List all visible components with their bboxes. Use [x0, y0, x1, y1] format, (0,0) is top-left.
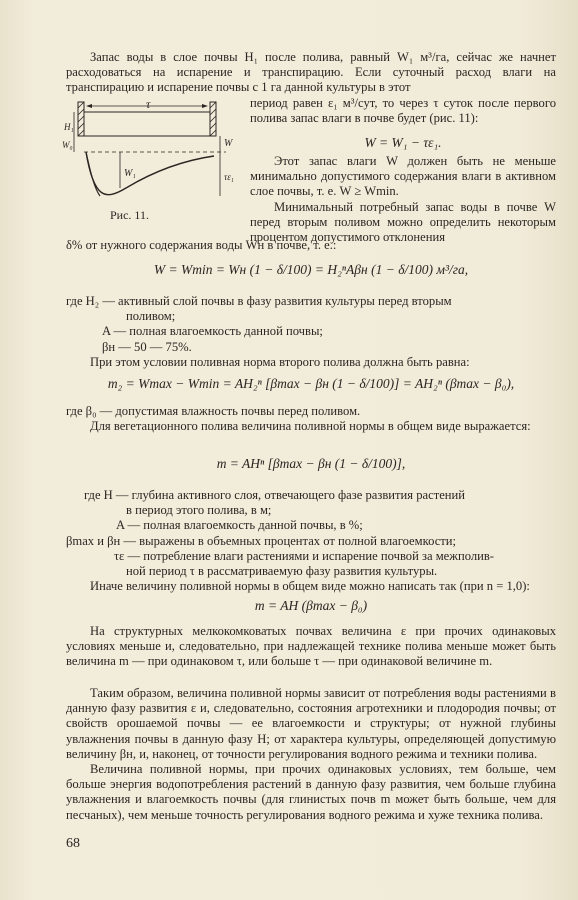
w-label: W [224, 138, 233, 149]
formula-4: m = AHⁿ [βmax − βн (1 − δ/100)], [216, 456, 406, 471]
paragraph-3-cont: δ% от нужного содержания воды Wн в почве, т. е.: [66, 238, 337, 252]
figure-11 [62, 97, 246, 260]
w1-label: W₁ [124, 168, 136, 179]
formula-2: W = Wmin = Wн (1 − δ/100) = H₂ⁿAβн (1 − δ/100) м³/га, [153, 262, 469, 277]
formula-5: m = AH (βmax − β₀) [254, 598, 368, 613]
paragraph-1-wrap: период равен ε₁ м³/сут, то через τ суток после первого полива запас влаги в почве будет (рис. 11): [250, 96, 556, 126]
formula-1: W = W₁ − τε₁. [364, 135, 442, 150]
soil-moisture-diagram [62, 97, 246, 260]
paragraph-9: Величина поливной нормы, при прочих одинаковых условиях, тем больше, чем больше энергия водопотребления растений в данную фазу развития, чем больше глубина увлажнения и влагоемкость почвы (для глинистых почв m может быть больше, чем для песчаных), чем меньше точность регулирования водного режима и хуже техника полива. [66, 762, 556, 822]
page-number: 68 [66, 836, 80, 851]
tau-label: τ [146, 97, 151, 111]
legend-3: где H — глубина активного слоя, отвечающего фазе развития растений в период этого полива, в м; A — полная влагоемкость данной почвы, в %; βmax и βн — выражены в объемных процентах от полной влагоемкости; τε — потребление влаги растениями и испарение почвой за межполив- ной период τ в рассматриваемую фазу развития культуры. Иначе величину поливной нормы в общем виде можно написать так (при n = 1,0): [66, 488, 530, 594]
paragraph-1: Запас воды в слое почвы H₁ после полива, равный W₁ м³/га, сейчас же начнет расходоваться на испарение и транспирацию. Если суточный расход влаги на транспирацию и испарение почвы с 1 га данной культуры в этот [66, 50, 556, 95]
paragraph-8: Таким образом, величина поливной нормы зависит от потребления воды растениями в данную фазу развития ε и, следовательно, состояния агротехники и плодородия почвы; от свойств орошаемой почвы — ее влагоемкости и структуры; от нужной глубины увлажнения почвы в данную фазу H; от характера культуры, определяющей допустимую величину βн, и, наконец, от точности регулирования водного режима и техники полива. [66, 686, 556, 761]
formula-3: m₂ = Wmax − Wmin = AH₂ⁿ [βmax − βн (1 − δ/100)] = AH₂ⁿ (βmax − β₀), [107, 376, 515, 391]
paragraph-3-wrap: Минимальный потребный запас воды в почве W перед вторым поливом можно определить некоторым процентом допустимого отклонения [250, 200, 556, 245]
figure-caption: Рис. 11. [110, 208, 149, 222]
tau-eps-label: τε₁ [224, 172, 234, 182]
h1-label: H₁ [64, 122, 74, 132]
paragraph-2: Этот запас влаги W должен быть не меньше минимально допустимого содержания влаги в активном слое почвы, т. е. W ≥ Wmin. [250, 154, 556, 199]
legend-1: где H₂ — активный слой почвы в фазу развития культуры перед вторым поливом; A — полная влагоемкость данной почвы; βн — 50 — 75%. При этом условии поливная норма второго полива должна быть равна: [66, 294, 470, 369]
paragraph-7: На структурных мелкокомковатых почвах величина ε при прочих одинаковых условиях меньше и, следовательно, при надлежащей технике полива меньше может быть величина m — при одинаковом τ, или больше τ — при одинаковой величине m. [66, 624, 556, 669]
w0-label: W₀ [62, 140, 73, 150]
paragraph-5: где β₀ — допустимая влажность почвы перед поливом. Для вегетационного полива величина поливной нормы в общем виде выражается: [66, 404, 531, 434]
